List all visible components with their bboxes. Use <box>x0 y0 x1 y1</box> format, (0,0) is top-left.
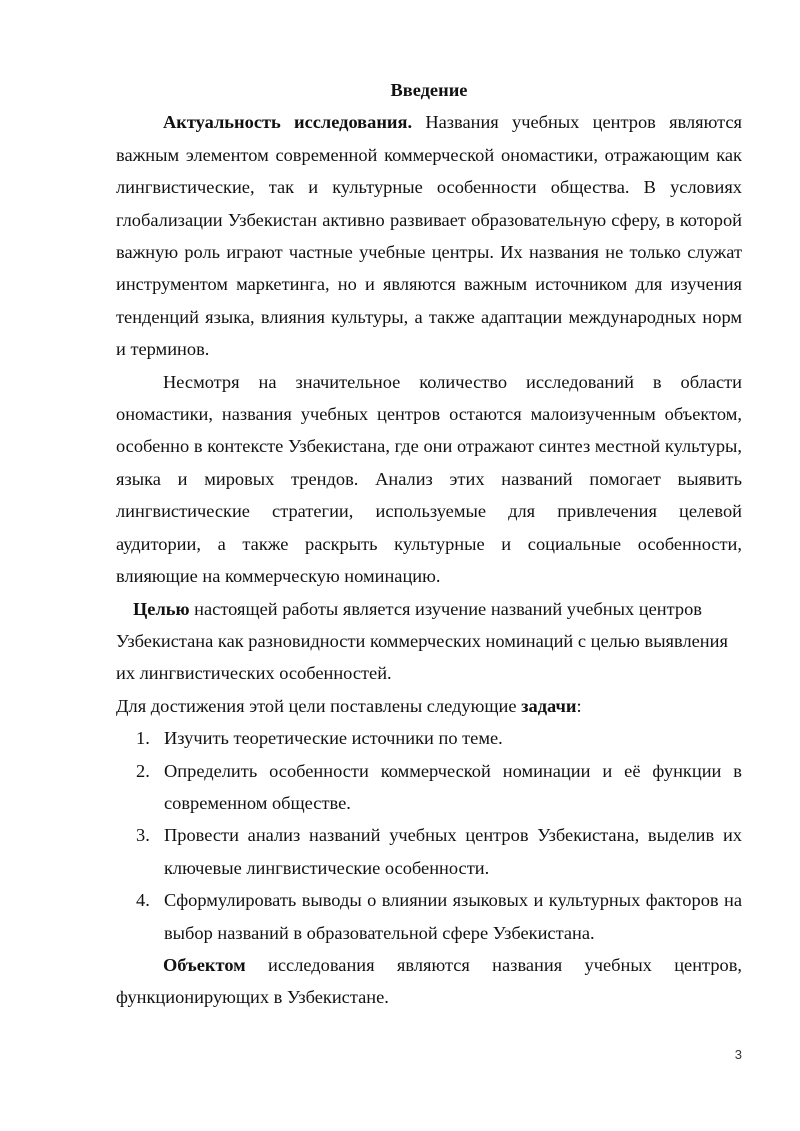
task-text: Сформулировать выводы о влиянии языковых и культурных факторов на выбор названий в образовательной сфере Узбекистана. <box>164 890 742 943</box>
task-number: 4. <box>136 890 150 911</box>
tasks-colon: : <box>576 695 582 716</box>
relevance-paragraph <box>116 106 742 365</box>
goal-label: Целью <box>133 598 190 619</box>
goal-text: настоящей работы является изучение названий учебных центров Узбекистана как разновидности коммерческих номинаций с целью выявления их лингвистических особенностей. <box>116 598 728 684</box>
tasks-intro-text: Для достижения этой цели поставлены следующие <box>116 695 522 716</box>
object-label: Объектом <box>163 954 246 975</box>
task-number: 3. <box>136 825 150 846</box>
object-text: исследования являются названия учебных центров, функционирующих в Узбекистане. <box>116 954 742 1008</box>
page-number: 3 <box>734 1047 742 1062</box>
goal-paragraph <box>116 593 742 690</box>
tasks-label: задачи <box>521 695 577 716</box>
tasks-intro <box>116 690 742 722</box>
task-text: Изучить теоретические источники по теме. <box>164 728 503 749</box>
relevance-text: Названия учебных центров являются важным элементом современной коммерческой ономастики, отражающим как лингвистические, так и культурные особенности общества. В условиях глобализации Узбекистан активно развивает образовательную сферу, в которой важную роль играют частные учебные центры. Их названия не только служат инструментом маркетинга, но и являются важным источником для изучения тенденций языка, влияния культуры, а также адаптации международных норм и терминов. <box>116 112 742 360</box>
task-text: Определить особенности коммерческой номинации и её функции в современном обществе. <box>164 760 742 813</box>
task-item <box>116 884 742 949</box>
tasks-list <box>116 722 742 949</box>
task-item <box>116 819 742 884</box>
document-page <box>116 74 742 1014</box>
section-title: Введение <box>390 80 468 100</box>
object-paragraph <box>116 949 742 1014</box>
task-number: 1. <box>136 728 150 749</box>
task-item <box>116 722 742 754</box>
task-item <box>116 755 742 820</box>
task-text: Провести анализ названий учебных центров Узбекистана, выделив их ключевые лингвистические особенности. <box>164 825 742 878</box>
task-number: 2. <box>136 760 150 781</box>
research-gap-paragraph: Несмотря на значительное количество исследований в области ономастики, названия учебных центров остаются малоизученным объектом, особенно в контексте Узбекистана, где они отражают синтез местной культуры, языка и мировых трендов. Анализ этих названий помогает выявить лингвистические стратегии, используемые для привлечения целевой аудитории, а также раскрыть культурные и социальные особенности, влияющие на коммерческую номинацию. <box>116 371 742 587</box>
relevance-label: Актуальность исследования. <box>163 112 413 133</box>
